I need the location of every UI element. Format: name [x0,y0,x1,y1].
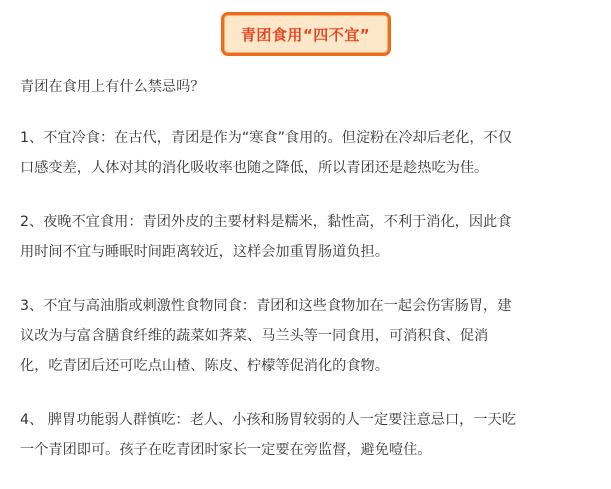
article-content [20,72,598,489]
intro-paragraph [20,72,598,102]
page-title: 青团食用“四不宜” [224,15,388,53]
paragraph-line: 一个青团即可。孩子在吃青团时家长一定要在旁监督，避免噎住。 [20,442,432,458]
intro-text: 青团在食用上有什么禁忌吗？ [20,79,205,95]
title-badge [221,12,391,56]
paragraph-1 [20,123,598,183]
paragraph-line: 口感变差，人体对其的消化吸收率也随之降低，所以青团还是趁热吃为佳。 [20,160,489,176]
paragraph-3 [20,291,598,381]
title-container [0,12,611,56]
paragraph-line: 3、不宜与高油脂或刺激性食物同食：青团和这些食物加在一起会伤害肠胃，建 [20,298,512,314]
paragraph-line: 化，吃青团后还可吃点山楂、陈皮、柠檬等促消化的食物。 [20,358,389,374]
paragraph-line: 4、 脾胃功能弱人群慎吃：老人、小孩和肠胃较弱的人一定要注意忌口，一天吃 [20,412,516,428]
paragraph-line: 2、夜晚不宜食用：青团外皮的主要材料是糯米，黏性高，不利于消化，因此食 [20,214,512,230]
paragraph-2 [20,207,598,267]
paragraph-4 [20,405,598,465]
paragraph-line: 议改为与富含膳食纤维的蔬菜如荠菜、马兰头等一同食用，可消积食、促消 [20,328,489,344]
paragraph-line: 1、不宜冷食：在古代，青团是作为“寒食”食用的。但淀粉在冷却后老化，不仅 [20,130,512,146]
paragraph-line: 用时间不宜与睡眠时间距离较近，这样会加重胃肠道负担。 [20,244,389,260]
